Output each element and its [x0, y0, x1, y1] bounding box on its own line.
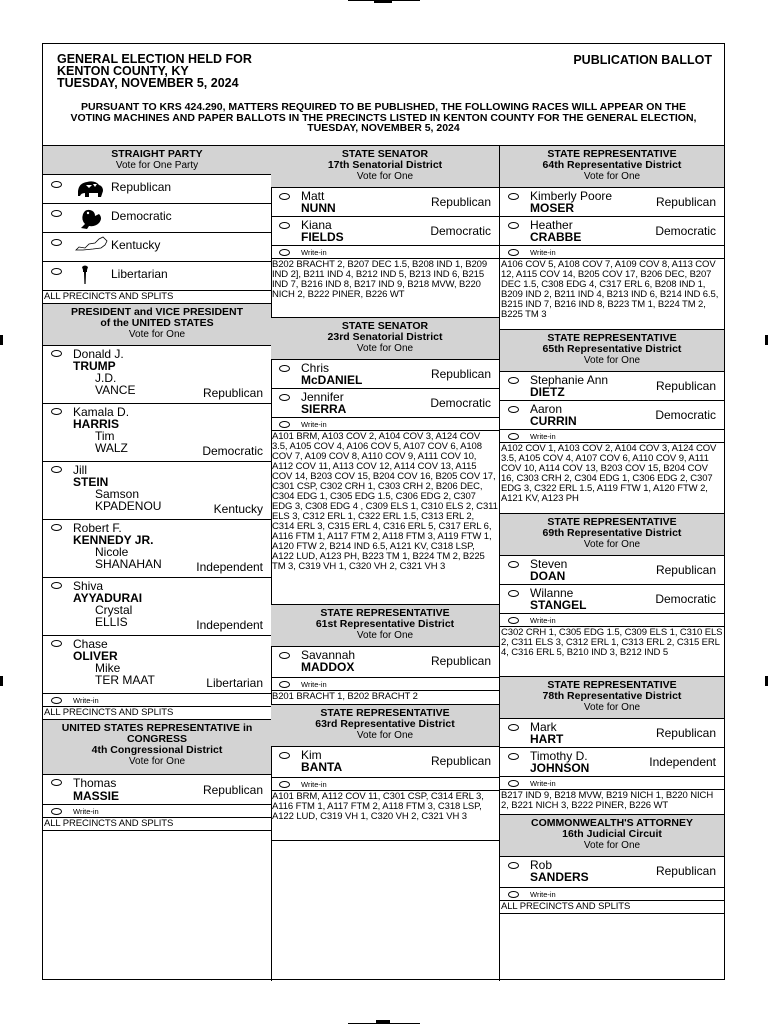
candidate-option[interactable]: [43, 578, 271, 636]
precinct-list: A101 BRM, A103 COV 2, A104 COV 3, A124 COV 3.5, A105 COV 4, A106 COV 5, A107 COV 6, A108 COV 7, A109 COV 8, A110 COV 9, A111 COV 10, A112 COV 11, A113 COV 12, A114 COV 13, A115 COV 14, B203 COV 15, B204 COV 16, B205 COV 17, C301 CSP, C302 CRH 1, C303 CRH 2, B206 DEC, C304 EDG 1, C305 EDG 1.5, C306 EDG 2, C307 EDG 3, C308 EDG 4 , C309 ELS 1, C310 ELS 2, C311 ELS 3, C312 ERL 1, C322 ERL 1.5, C313 ERL 2, C314 ERL 3, C315 ERL 4, C316 ERL 5, C317 ERL 6, A116 FTM 1, A117 FTM 2, A118 FTM 3, A119 FTW 1, A120 FTW 2, B214 IND 6.5, A121 KV, C318 LSP, A122 LUD, A123 PH, B223 TM 1, B224 TM 2, B225 TM 3, C319 VH 1, C320 VH 2, C321 VH 3: [271, 431, 499, 605]
precinct-list: A101 BRM, A112 COV 11, C301 CSP, C314 ERL 3, A116 FTM 1, A117 FTM 2, A118 FTM 3, C318 LSP, A122 LUD, C319 VH 1, C320 VH 2, C321 VH 3: [271, 791, 499, 841]
candidate-last-name: McDANIEL: [301, 373, 363, 387]
candidate-option[interactable]: [500, 217, 724, 246]
candidate-option[interactable]: [500, 719, 724, 748]
vote-oval[interactable]: [508, 724, 519, 731]
ballot-header: [43, 44, 724, 146]
precinct-list: C302 CRH 1, C305 EDG 1.5, C309 ELS 1, C310 ELS 2, C311 ELS 3, C312 ERL 1, C313 ERL 2, C315 ERL 4, C316 ERL 5, B210 IND 3, B212 IND 5: [500, 627, 724, 677]
candidate-party: Independent: [196, 560, 263, 574]
party-label: Kentucky: [111, 238, 161, 252]
running-mate-last-name: ELLIS: [95, 615, 128, 629]
vote-oval[interactable]: [508, 891, 519, 898]
race-header: [500, 815, 724, 857]
running-mate-first-name: J.D.: [95, 371, 117, 385]
write-in-row[interactable]: [500, 777, 724, 790]
candidate-last-name: DIETZ: [530, 385, 565, 399]
race-district: 65th Representative District: [542, 343, 682, 355]
race-title: CONGRESS: [126, 733, 188, 745]
vote-oval[interactable]: [279, 681, 290, 688]
candidate-first-name: Donald J.: [73, 347, 124, 361]
candidate-option[interactable]: [43, 462, 271, 520]
race-title: STATE SENATOR: [341, 148, 429, 160]
candidate-last-name: HARRIS: [73, 417, 120, 431]
write-in-label: Write-in: [301, 680, 327, 689]
vote-instruction: Vote for One: [128, 756, 186, 767]
vote-oval[interactable]: [51, 350, 62, 357]
candidate-first-name: Shiva: [73, 579, 104, 593]
candidate-first-name: Stephanie Ann: [530, 373, 609, 387]
candidate-option[interactable]: [43, 636, 271, 694]
candidate-last-name: CRABBE: [530, 230, 582, 244]
candidate-party: Democratic: [430, 396, 491, 410]
vote-instruction: Vote for One: [128, 329, 186, 340]
vote-oval[interactable]: [279, 394, 290, 401]
vote-oval[interactable]: [51, 808, 62, 815]
vote-oval[interactable]: [508, 433, 519, 440]
vote-oval[interactable]: [51, 524, 62, 531]
candidate-last-name: MASSIE: [73, 789, 120, 803]
ballot-column-1: [43, 146, 272, 981]
race-header: [500, 146, 724, 188]
running-mate-last-name: WALZ: [95, 441, 128, 455]
party-label: Libertarian: [111, 267, 168, 281]
candidate-first-name: Matt: [301, 189, 325, 203]
candidate-last-name: BANTA: [301, 760, 343, 774]
precinct-list: ALL PRECINCTS AND SPLITS: [43, 707, 271, 720]
candidate-party: Republican: [430, 754, 491, 768]
candidate-first-name: Chris: [301, 361, 330, 375]
write-in-row[interactable]: [271, 778, 499, 791]
running-mate-first-name: Tim: [95, 429, 115, 443]
write-in-label: Write-in: [530, 890, 556, 899]
write-in-row[interactable]: [271, 678, 499, 691]
vote-instruction: Vote for One: [583, 171, 641, 182]
race-title: PRESIDENT and VICE PRESIDENT: [70, 306, 244, 318]
race-district: 4th Congressional District: [91, 744, 223, 756]
write-in-row[interactable]: [500, 430, 724, 443]
candidate-last-name: CURRIN: [530, 414, 577, 428]
race-header: [500, 514, 724, 556]
write-in-label: Write-in: [530, 779, 556, 788]
running-mate-last-name: KPADENOU: [95, 499, 162, 513]
candidate-option[interactable]: [43, 404, 271, 462]
vote-oval[interactable]: [279, 365, 290, 372]
race-header: [500, 330, 724, 372]
candidate-option[interactable]: [271, 188, 499, 217]
vote-oval[interactable]: [279, 222, 290, 229]
candidate-last-name: NUNN: [301, 201, 336, 215]
vote-oval[interactable]: [51, 466, 62, 473]
candidate-first-name: Kamala D.: [73, 405, 130, 419]
candidate-party: Independent: [196, 618, 263, 632]
candidate-option[interactable]: [500, 748, 724, 777]
race-district: 23rd Senatorial District: [327, 331, 443, 343]
precinct-list: A102 COV 1, A103 COV 2, A104 COV 3, A124 COV 3.5, A105 COV 4, A107 COV 6, A110 COV 9, A111 COV 10, A114 COV 13, B203 COV 15, B204 COV 16, C303 CRH 2, C304 EDG 1, C306 EDG 2, C307 EDG 3, C322 ERL 1.5, A119 FTW 1, A120 FTW 2, A121 KV, A123 PH: [500, 443, 724, 514]
vote-oval[interactable]: [279, 752, 290, 759]
candidate-last-name: KENNEDY JR.: [73, 533, 154, 547]
candidate-first-name: Kimberly Poore: [530, 189, 613, 203]
party-label: Democratic: [111, 209, 172, 223]
candidate-party: Democratic: [655, 592, 716, 606]
race-title: STATE REPRESENTATIVE: [547, 332, 677, 344]
race-title: STATE REPRESENTATIVE: [547, 516, 677, 528]
candidate-first-name: Wilanne: [530, 586, 574, 600]
race-header: [271, 705, 499, 747]
candidate-party: Libertarian: [206, 676, 263, 690]
vote-oval[interactable]: [508, 222, 519, 229]
race-title: STRAIGHT PARTY: [111, 148, 203, 160]
candidate-option[interactable]: [271, 647, 499, 678]
candidate-option[interactable]: [500, 556, 724, 585]
precinct-list: ALL PRECINCTS AND SPLITS: [43, 291, 271, 304]
candidate-last-name: SIERRA: [301, 402, 347, 416]
candidate-last-name: OLIVER: [73, 649, 118, 663]
vote-oval[interactable]: [279, 193, 290, 200]
write-in-row[interactable]: [271, 246, 499, 259]
ballot-column-3: [500, 146, 724, 981]
precinct-list: B202 BRACHT 2, B207 DEC 1.5, B208 IND 1, B209 IND 2], B211 IND 4, B212 IND 5, B213 IND 6, B215 IND 7, B216 IND 8, B217 IND 9, B218 MVW, B220 NICH 2, B222 PINER, B226 WT: [271, 259, 499, 318]
race-title: COMMONWEALTH'S ATTORNEY: [531, 817, 693, 829]
write-in-row[interactable]: [43, 694, 271, 707]
vote-oval[interactable]: [508, 590, 519, 597]
top-timing-mark: [374, 0, 392, 3]
vote-oval[interactable]: [51, 697, 62, 704]
vote-oval[interactable]: [508, 780, 519, 787]
vote-oval[interactable]: [51, 210, 62, 217]
candidate-last-name: TRUMP: [73, 359, 116, 373]
vote-oval[interactable]: [508, 862, 519, 869]
running-mate-last-name: VANCE: [95, 383, 136, 397]
straight-party-option[interactable]: [43, 262, 271, 291]
candidate-first-name: Rob: [530, 858, 553, 872]
vote-oval[interactable]: [508, 377, 519, 384]
candidate-option[interactable]: [500, 401, 724, 430]
candidate-last-name: FIELDS: [301, 230, 344, 244]
candidate-last-name: JOHNSON: [530, 761, 590, 775]
candidate-party: Republican: [202, 386, 263, 400]
candidate-party: Republican: [655, 864, 716, 878]
write-in-row[interactable]: [500, 614, 724, 627]
candidate-option[interactable]: [43, 520, 271, 578]
write-in-label: Write-in: [73, 807, 99, 816]
candidate-last-name: MOSER: [530, 201, 575, 215]
vote-instruction: Vote for One Party: [115, 160, 199, 171]
write-in-label: Write-in: [301, 420, 327, 429]
candidate-first-name: Mark: [530, 720, 557, 734]
vote-oval[interactable]: [279, 781, 290, 788]
straight-party-option[interactable]: [43, 204, 271, 233]
left-timing-mark: [0, 676, 3, 686]
candidate-option[interactable]: [43, 346, 271, 404]
candidate-first-name: Aaron: [530, 402, 563, 416]
rooster-icon: [75, 206, 105, 235]
vote-instruction: Vote for One: [583, 840, 641, 851]
election-title-line: TUESDAY, NOVEMBER 5, 2024: [57, 76, 239, 90]
straight-party-option[interactable]: [43, 175, 271, 204]
race-title: STATE REPRESENTATIVE: [547, 148, 677, 160]
vote-oval[interactable]: [51, 181, 62, 188]
vote-oval[interactable]: [51, 640, 62, 647]
party-label: Republican: [111, 180, 172, 194]
vote-instruction: Vote for One: [356, 630, 414, 641]
race-title: STATE REPRESENTATIVE: [320, 607, 450, 619]
running-mate-last-name: TER MAAT: [95, 673, 155, 687]
running-mate-first-name: Samson: [95, 487, 140, 501]
race-header: [500, 677, 724, 719]
torch-icon: [75, 264, 95, 291]
vote-oval[interactable]: [279, 249, 290, 256]
candidate-last-name: SANDERS: [530, 870, 589, 884]
write-in-row[interactable]: [43, 805, 271, 818]
vote-oval[interactable]: [508, 406, 519, 413]
vote-oval[interactable]: [51, 779, 62, 786]
write-in-label: Write-in: [301, 248, 327, 257]
vote-instruction: Vote for One: [583, 702, 641, 713]
candidate-option[interactable]: [500, 188, 724, 217]
vote-instruction: Vote for One: [356, 730, 414, 741]
candidate-first-name: Heather: [530, 218, 573, 232]
candidate-first-name: Steven: [530, 557, 568, 571]
write-in-label: Write-in: [73, 696, 99, 705]
candidate-party: Republican: [655, 563, 716, 577]
vote-oval[interactable]: [279, 421, 290, 428]
write-in-label: Write-in: [301, 780, 327, 789]
bottom-timing-mark: [376, 1020, 390, 1024]
precinct-list: B201 BRACHT 1, B202 BRACHT 2: [271, 691, 499, 705]
race-title: STATE REPRESENTATIVE: [547, 679, 677, 691]
candidate-option[interactable]: [500, 857, 724, 888]
candidate-party: Republican: [655, 726, 716, 740]
election-title-line: KENTON COUNTY, KY: [57, 64, 189, 78]
election-title-line: GENERAL ELECTION HELD FOR: [57, 52, 252, 66]
candidate-last-name: STEIN: [73, 475, 109, 489]
vote-oval[interactable]: [508, 753, 519, 760]
candidate-first-name: Kiana: [301, 218, 332, 232]
candidate-first-name: Kim: [301, 748, 322, 762]
precinct-list: ALL PRECINCTS AND SPLITS: [43, 818, 271, 831]
candidate-first-name: Thomas: [73, 776, 117, 790]
candidate-option[interactable]: [271, 360, 499, 389]
race-district: 16th Judicial Circuit: [562, 828, 662, 840]
race-title: STATE REPRESENTATIVE: [320, 707, 450, 719]
race-header: [271, 605, 499, 647]
straight-party-header: [43, 146, 271, 175]
write-in-label: Write-in: [530, 248, 556, 257]
vote-oval[interactable]: [51, 268, 62, 275]
candidate-option[interactable]: [271, 747, 499, 778]
precinct-list: A106 COV 5, A108 COV 7, A109 COV 8, A113 COV 12, A115 COV 14, B205 COV 17, B206 DEC, B207 DEC 1.5, C308 EDG 4, C317 ERL 6, B208 IND 1, B209 IND 2, B211 IND 4, B213 IND 6, B214 IND 6.5, B215 IND 7, B216 IND 8, B223 TM 1, B224 TM 2, B225 TM 3: [500, 259, 724, 330]
vote-instruction: Vote for One: [583, 539, 641, 550]
candidate-last-name: DOAN: [530, 569, 566, 583]
kentucky-map-icon: [75, 235, 109, 258]
candidate-party: Republican: [655, 379, 716, 393]
left-timing-mark: [0, 335, 3, 345]
congress-race-header: [43, 720, 271, 775]
candidate-party: Republican: [430, 195, 491, 209]
running-mate-first-name: Mike: [95, 661, 121, 675]
race-district: 63rd Representative District: [315, 718, 455, 730]
candidate-option[interactable]: [500, 585, 724, 614]
race-district: 69th Representative District: [542, 527, 682, 539]
write-in-row[interactable]: [500, 888, 724, 901]
running-mate-first-name: Crystal: [95, 603, 133, 617]
vote-oval[interactable]: [508, 193, 519, 200]
race-header: [271, 318, 499, 360]
candidate-party: Democratic: [655, 408, 716, 422]
race-district: 64th Representative District: [542, 159, 682, 171]
election-title: [57, 53, 252, 89]
vote-instruction: Vote for One: [356, 343, 414, 354]
vote-oval[interactable]: [508, 249, 519, 256]
candidate-option[interactable]: [500, 372, 724, 401]
elephant-icon: [75, 177, 105, 204]
candidate-party: Republican: [430, 654, 491, 668]
candidate-party: Republican: [655, 195, 716, 209]
ballot-column-2: [271, 146, 500, 981]
race-district: 17th Senatorial District: [327, 159, 443, 171]
publication-notice: PURSUANT TO KRS 424.290, MATTERS REQUIRED TO BE PUBLISHED, THE FOLLOWING RACES WILL APPEAR ON THE VOTING MACHINES AND PAPER BALLOTS IN THE PRECINCTS LISTED IN KENTON COUNTY FOR THE GENERAL ELECTION, TUESDAY, NOVEMBER 5, 2024: [70, 101, 697, 134]
write-in-row[interactable]: [271, 418, 499, 431]
candidate-option[interactable]: [43, 775, 271, 805]
vote-instruction: Vote for One: [583, 355, 641, 366]
race-header: [271, 146, 499, 188]
candidate-last-name: STANGEL: [530, 598, 587, 612]
candidate-first-name: Robert F.: [73, 521, 122, 535]
race-title: STATE SENATOR: [341, 320, 429, 332]
publication-ballot: [42, 43, 725, 980]
candidate-party: Democratic: [655, 224, 716, 238]
candidate-party: Republican: [202, 783, 263, 797]
ballot-type: PUBLICATION BALLOT: [573, 53, 712, 67]
candidate-party: Democratic: [202, 444, 263, 458]
running-mate-last-name: SHANAHAN: [95, 557, 162, 571]
candidate-option[interactable]: [271, 217, 499, 246]
write-in-row[interactable]: [500, 246, 724, 259]
vote-oval[interactable]: [51, 582, 62, 589]
candidate-option[interactable]: [271, 389, 499, 418]
candidate-last-name: AYYADURAI: [73, 591, 143, 605]
vote-oval[interactable]: [508, 561, 519, 568]
candidate-party: Republican: [430, 367, 491, 381]
write-in-label: Write-in: [530, 432, 556, 441]
race-title: of the UNITED STATES: [100, 317, 214, 329]
write-in-label: Write-in: [530, 616, 556, 625]
vote-oval[interactable]: [279, 652, 290, 659]
precinct-list: B217 IND 9, B218 MVW, B219 NICH 1, B220 NICH 2, B221 NICH 3, B222 PINER, B226 WT: [500, 790, 724, 815]
vote-oval[interactable]: [51, 408, 62, 415]
candidate-first-name: Savannah: [301, 648, 356, 662]
candidate-first-name: Jill: [73, 463, 87, 477]
vote-oval[interactable]: [508, 617, 519, 624]
vote-oval[interactable]: [51, 239, 62, 246]
candidate-party: Independent: [649, 755, 716, 769]
precinct-list: ALL PRECINCTS AND SPLITS: [500, 901, 724, 914]
candidate-first-name: Jennifer: [301, 390, 344, 404]
race-district: 78th Representative District: [542, 690, 682, 702]
candidate-party: Democratic: [430, 224, 491, 238]
race-title: UNITED STATES REPRESENTATIVE in: [61, 722, 253, 734]
president-race-header: [43, 304, 271, 346]
candidate-party: Kentucky: [213, 502, 263, 516]
running-mate-first-name: Nicole: [95, 545, 129, 559]
candidate-first-name: Timothy D.: [530, 749, 588, 763]
candidate-first-name: Chase: [73, 637, 108, 651]
straight-party-option[interactable]: [43, 233, 271, 262]
race-district: 61st Representative District: [315, 618, 455, 630]
candidate-last-name: HART: [530, 732, 564, 746]
vote-instruction: Vote for One: [356, 171, 414, 182]
candidate-last-name: MADDOX: [301, 660, 355, 674]
